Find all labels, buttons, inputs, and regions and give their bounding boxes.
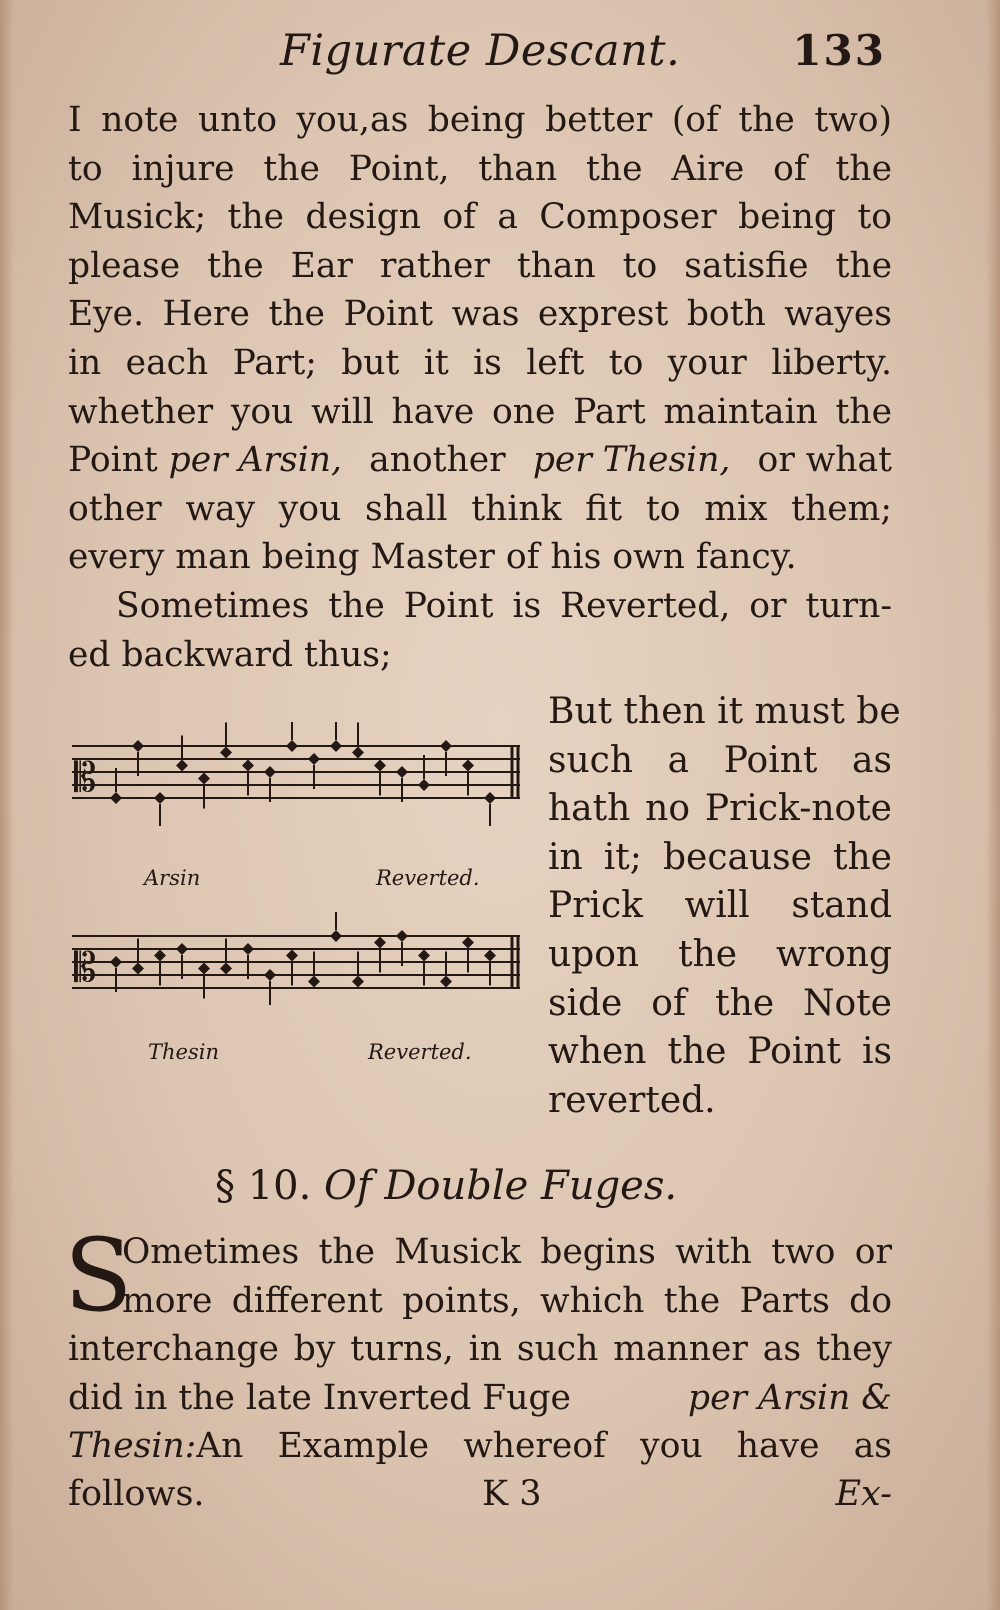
catchword: Ex- — [835, 1474, 892, 1514]
text-fragment: did in the late Inverted Fuge — [68, 1377, 571, 1418]
page-left-edge — [0, 0, 14, 1610]
page-footer — [68, 1474, 892, 1524]
note-head — [242, 943, 254, 955]
note-head — [198, 963, 210, 975]
note-head — [374, 760, 386, 772]
text-line: ed backward thus; — [68, 634, 392, 675]
text-line: in each Part; but it is left to your liberty. — [68, 342, 892, 383]
note-head — [330, 930, 342, 942]
text-line: interchange by turns, in such manner as they — [68, 1329, 892, 1370]
side-column-text — [548, 688, 901, 1125]
text-line — [68, 436, 892, 485]
note-head — [308, 976, 320, 988]
example-label-thesin: Thesin — [148, 1040, 219, 1064]
text-fragment: Point — [68, 440, 169, 481]
note-head — [396, 930, 408, 942]
running-head — [70, 22, 890, 82]
note-head — [198, 773, 210, 785]
note-head — [154, 950, 166, 962]
text-line: Ometimes the Musick begins with two or — [122, 1232, 892, 1272]
note-head — [242, 760, 254, 772]
note-head — [220, 747, 232, 759]
note-head — [440, 976, 452, 988]
note-head — [132, 740, 144, 752]
text-line: in it; because the — [548, 836, 892, 878]
music-staff — [68, 912, 528, 1016]
italic-text: per Arsin, — [168, 440, 342, 481]
text-line: whether you will have one Part maintain the — [68, 391, 892, 432]
text-line: reverted. — [548, 1079, 716, 1121]
note-head — [154, 792, 166, 804]
music-example-arsin — [68, 722, 528, 826]
page-number: 133 — [792, 26, 886, 75]
note-head — [286, 950, 298, 962]
note-head — [264, 969, 276, 981]
note-head — [462, 937, 474, 949]
clef-sign: 𝄡 — [74, 945, 97, 991]
text-line: please the Ear rather than to satisfie the — [68, 245, 892, 286]
text-line: other way you shall think fit to mix them; — [68, 488, 892, 529]
note-head — [440, 740, 452, 752]
section-number: § 10. — [215, 1163, 312, 1209]
italic-text: per Arsin & — [687, 1377, 892, 1418]
text-line: Prick will stand — [548, 885, 892, 927]
note-head — [110, 792, 122, 804]
text-line: Eye. Here the Point was exprest both wayes — [68, 294, 892, 335]
note-head — [308, 753, 320, 765]
text-line: when the Point is — [548, 1031, 892, 1073]
text-line: to injure the Point, than the Aire of the — [68, 148, 892, 189]
note-head — [374, 937, 386, 949]
note-head — [418, 779, 430, 791]
text-line: hath no Prick-note — [548, 788, 892, 830]
clef-sign: 𝄡 — [74, 755, 97, 801]
paragraph-2 — [68, 582, 892, 679]
text-line: every man being Master of his own fancy. — [68, 537, 797, 578]
note-head — [352, 976, 364, 988]
note-head — [176, 760, 188, 772]
last-word: follows. — [68, 1474, 205, 1514]
note-head — [418, 950, 430, 962]
text-line: upon the wrong — [548, 933, 892, 975]
text-line: more different points, which the Parts do — [122, 1280, 892, 1321]
text-fragment: or what — [757, 440, 892, 481]
section-heading — [215, 1163, 677, 1209]
paragraph-3 — [68, 1228, 892, 1471]
note-head — [264, 766, 276, 778]
note-head — [286, 740, 298, 752]
text-line: Sometimes the Point is Reverted, or turn- — [116, 586, 892, 626]
note-head — [484, 792, 496, 804]
paragraph-1 — [68, 96, 892, 582]
section-title: Of Double Fuges. — [324, 1163, 678, 1209]
note-head — [352, 747, 364, 759]
note-head — [484, 950, 496, 962]
drop-cap: S — [64, 1217, 133, 1334]
example-label-arsin: Arsin — [144, 866, 201, 890]
music-example-thesin — [68, 912, 528, 1016]
note-head — [220, 963, 232, 975]
text-line — [68, 1374, 892, 1423]
text-line: Musick; the design of a Composer being to — [68, 197, 892, 238]
example-label-reverted: Reverted. — [376, 866, 480, 890]
text-fragment: An Example whereof you have as — [196, 1426, 892, 1467]
note-head — [132, 963, 144, 975]
running-title: Figurate Descant. — [280, 26, 681, 76]
page-right-edge — [986, 0, 1000, 1610]
italic-text: Thesin: — [68, 1426, 197, 1467]
text-line: such a Point as — [548, 739, 892, 781]
text-line — [68, 1422, 892, 1471]
example-label-reverted: Reverted. — [368, 1040, 472, 1064]
text-line: side of the Note — [548, 982, 892, 1024]
note-head — [396, 766, 408, 778]
note-head — [110, 956, 122, 968]
signature-mark: K 3 — [482, 1474, 542, 1514]
note-head — [462, 760, 474, 772]
text-line: But then it must be — [548, 691, 901, 732]
music-staff — [68, 722, 528, 826]
italic-text: per Thesin, — [532, 440, 731, 481]
note-head — [176, 943, 188, 955]
text-line: I note unto you,as being better (of the two) — [68, 100, 892, 140]
text-fragment: another — [369, 440, 506, 481]
note-head — [330, 740, 342, 752]
